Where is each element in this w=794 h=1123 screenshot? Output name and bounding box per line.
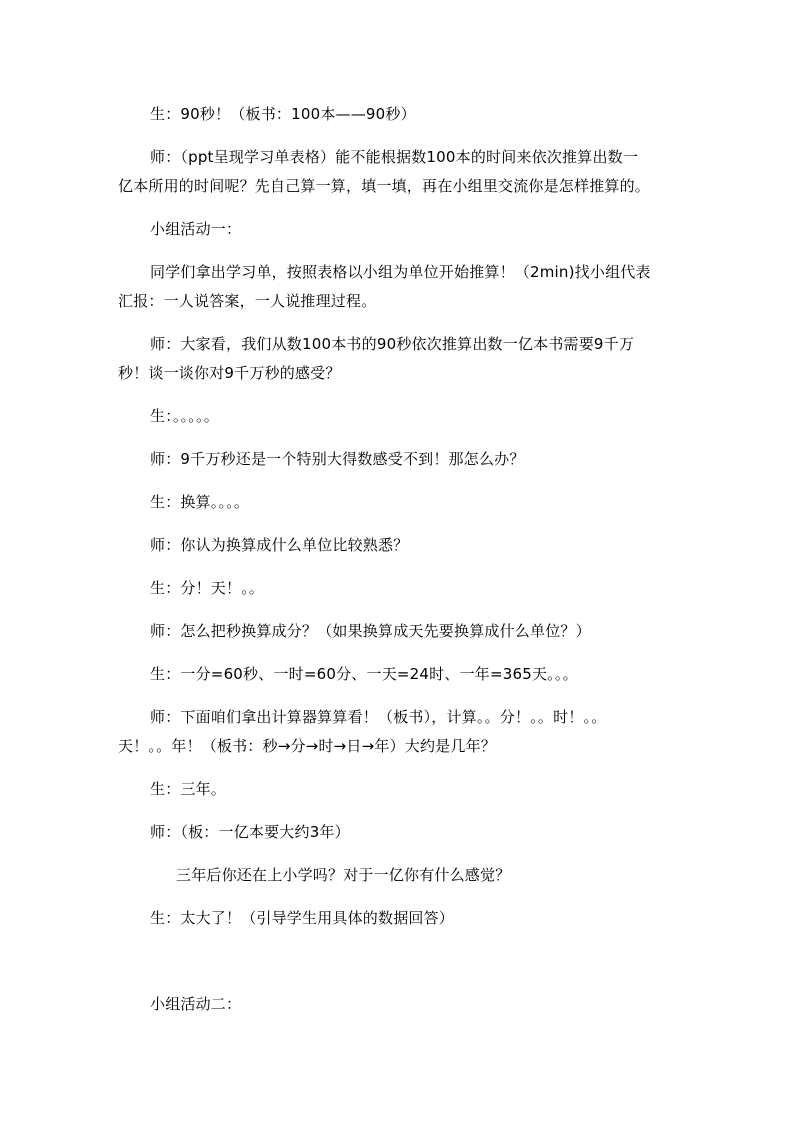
text-line: 生：一分=60秒、一时=60分、一天=24时、一年=365天。。。: [150, 665, 578, 683]
text-line: 生：。。。。。: [150, 407, 219, 425]
text-line: 师：（板：一亿本要大约3年）: [150, 823, 350, 841]
text-line: 汇报：一人说答案，一人说推理过程。: [118, 292, 377, 310]
text-line: 师：（ppt呈现学习单表格）能不能根据数100本的时间来依次推算出数一: [150, 148, 639, 166]
text-line: 生：三年。: [150, 780, 227, 798]
text-line: 天！。。年！（板书：秒→分→时→日→年）大约是几年？: [118, 737, 496, 755]
text-line: 生：换算。。。。: [150, 493, 250, 511]
text-line: 亿本所用的时间呢？先自己算一算，填一填，再在小组里交流你是怎样推算的。: [118, 177, 651, 195]
text-line: 生：90秒！（板书：100本——90秒）: [150, 105, 416, 123]
text-line: 师：下面咱们拿出计算器算算看！（板书），计算。。分！。。时！。。: [150, 708, 607, 726]
text-line: 同学们拿出学习单，按照表格以小组为单位开始推算！（2min)找小组代表: [150, 263, 651, 281]
text-line: 三年后你还在上小学吗？对于一亿你有什么感觉？: [176, 866, 511, 884]
text-line: 师：你认为换算成什么单位比较熟悉？: [150, 536, 409, 554]
section-heading: 小组活动二：: [150, 995, 242, 1013]
text-line: 生：分！天！。。: [150, 579, 265, 597]
text-line: 师：9千万秒还是一个特别大得数感受不到！那怎么办？: [150, 450, 525, 468]
text-line: 师：大家看，我们从数100本书的90秒依次推算出数一亿本书需要9千万: [150, 335, 635, 353]
text-line: 师：怎么把秒换算成分？（如果换算成天先要换算成什么单位？）: [150, 622, 591, 640]
text-line: 小组活动一：: [150, 220, 242, 238]
text-line: 秒！谈一谈你对9千万秒的感受？: [118, 364, 341, 382]
text-line: 生：太大了！（引导学生用具体的数据回答）: [150, 909, 455, 927]
